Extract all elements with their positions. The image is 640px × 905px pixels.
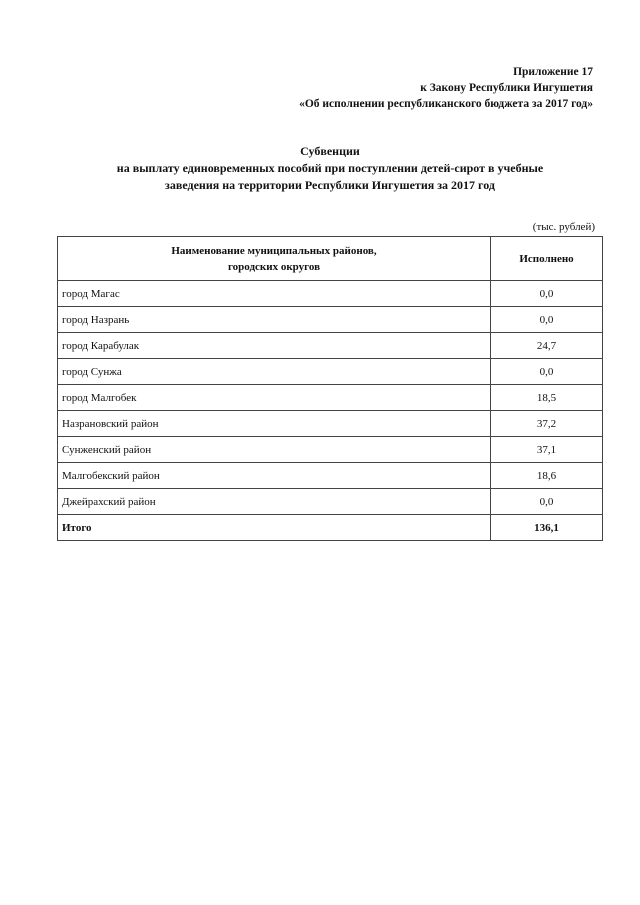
row-name: Джейрахский район: [58, 489, 491, 515]
row-value: 18,5: [491, 385, 603, 411]
table-row: [58, 385, 603, 411]
column-header-name: [58, 237, 491, 281]
row-name: Сунженский район: [58, 437, 491, 463]
row-name: город Назрань: [58, 307, 491, 333]
row-value: 24,7: [491, 333, 603, 359]
title-line-1: Субвенции: [300, 144, 360, 158]
row-name: город Карабулак: [58, 333, 491, 359]
column-header-value: Исполнено: [491, 237, 603, 281]
appendix-law-title: «Об исполнении республиканского бюджета за 2017 год»: [299, 98, 593, 110]
table-row: [58, 489, 603, 515]
appendix-law-reference: к Закону Республики Ингушетия: [420, 82, 593, 94]
subsidy-table: [57, 236, 603, 541]
document-title: [60, 143, 600, 194]
table-row: [58, 333, 603, 359]
table-row: [58, 307, 603, 333]
title-line-3: заведения на территории Республики Ингушетия за 2017 год: [165, 178, 495, 192]
column-header-name-line-1: Наименование муниципальных районов,: [171, 244, 377, 257]
row-name: город Малгобек: [58, 385, 491, 411]
table-row: [58, 437, 603, 463]
table-header-row: [58, 237, 603, 281]
title-line-2: на выплату единовременных пособий при поступлении детей-сирот в учебные: [116, 161, 544, 175]
table-total-row: [58, 515, 603, 541]
row-value: 0,0: [491, 359, 603, 385]
row-value: 18,6: [491, 463, 603, 489]
row-value: 37,1: [491, 437, 603, 463]
appendix-number: Приложение 17: [513, 66, 593, 78]
table-row: [58, 359, 603, 385]
table-row: [58, 463, 603, 489]
row-name: город Сунжа: [58, 359, 491, 385]
units-label: (тыс. рублей): [532, 221, 595, 233]
total-label: Итого: [58, 515, 491, 541]
row-value: 0,0: [491, 489, 603, 515]
row-value: 0,0: [491, 281, 603, 307]
row-value: 0,0: [491, 307, 603, 333]
row-value: 37,2: [491, 411, 603, 437]
appendix-header: [299, 64, 593, 112]
table-row: [58, 281, 603, 307]
column-header-name-line-2: городских округов: [227, 260, 321, 273]
total-value: 136,1: [491, 515, 603, 541]
row-name: город Магас: [58, 281, 491, 307]
row-name: Назрановский район: [58, 411, 491, 437]
row-name: Малгобекский район: [58, 463, 491, 489]
table-row: [58, 411, 603, 437]
